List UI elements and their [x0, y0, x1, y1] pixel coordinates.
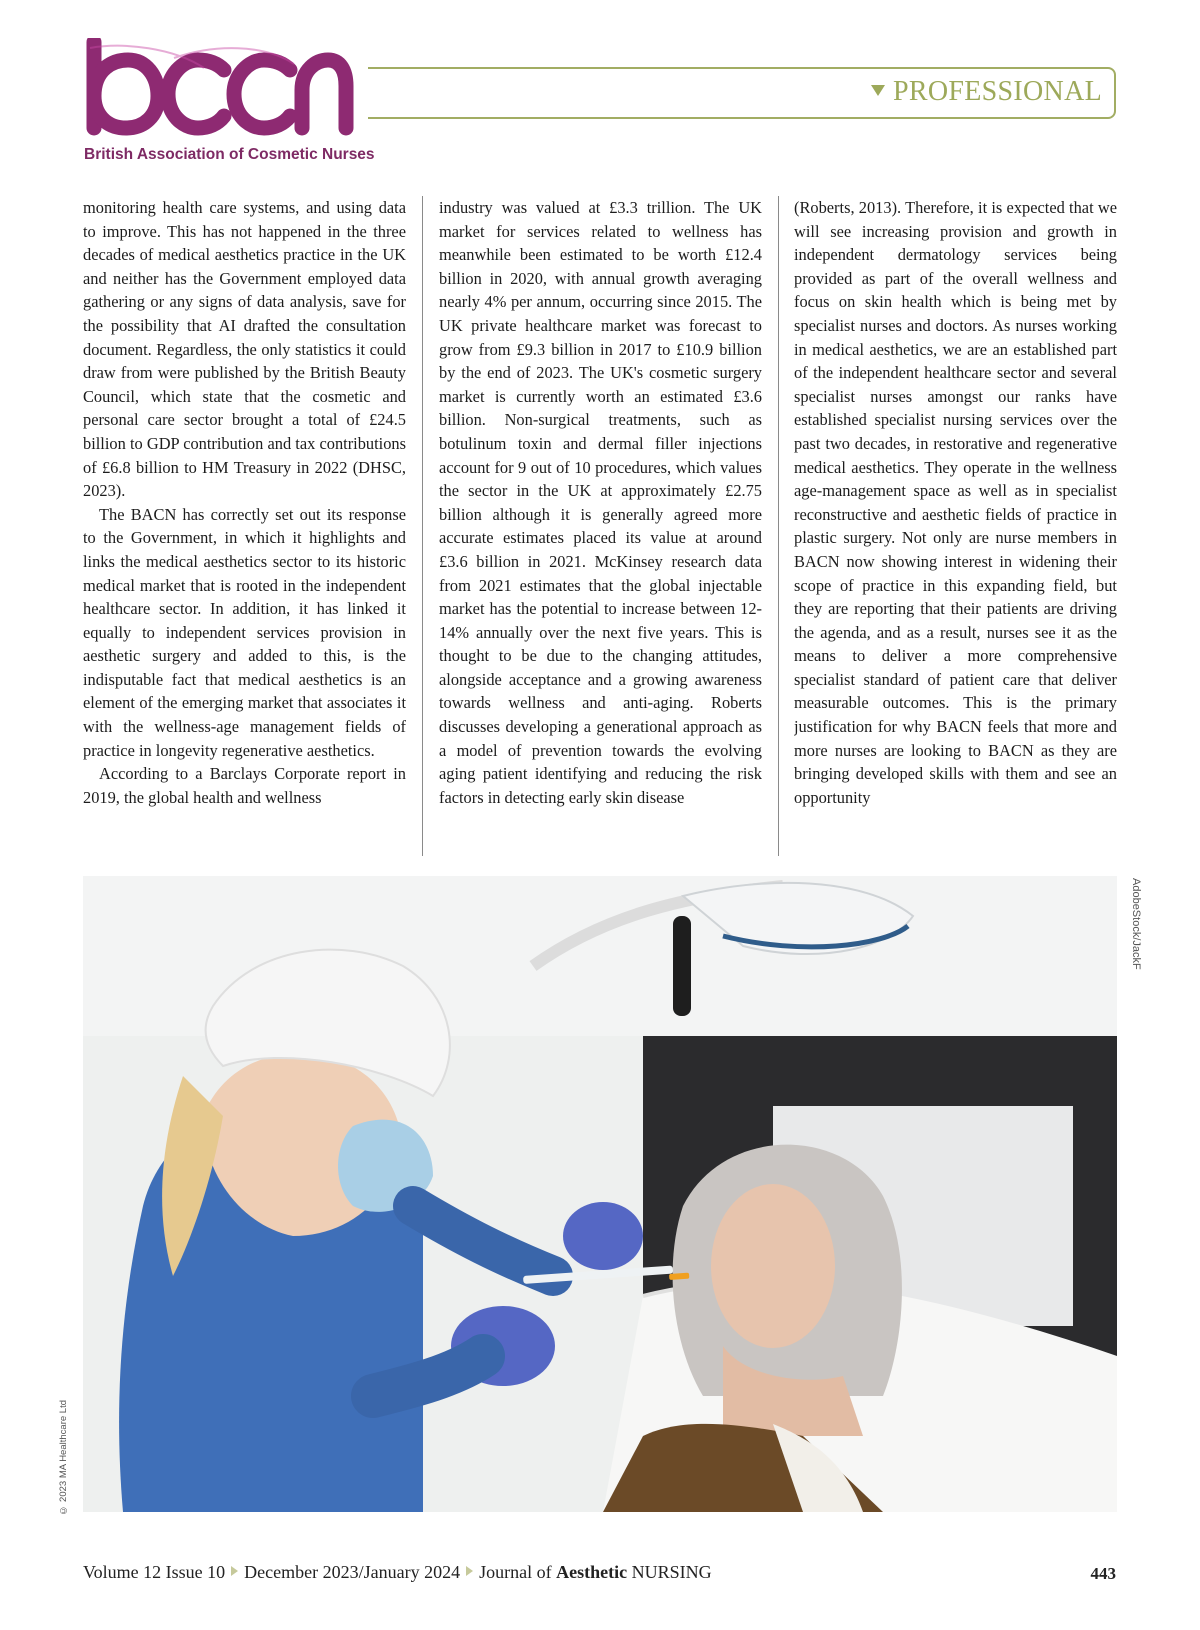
paragraph: monitoring health care systems, and using data to improve. This has not happened in the three decades of medical aesthetics practice in the UK and neither has the Government employed data gathering or any signs of data analysis, save for the possibility that AI drafted the consultation document. Regardless, the only statistics it could draw from were published by the British Beauty Council, which state that the cosmetic and personal care sector brought a total of £24.5 billion to GDP contribution and tax contributions of £6.8 billion to HM Treasury in 2022 (DHSC, 2023).	[83, 198, 406, 501]
paragraph: The BACN has correctly set out its response to the Government, in which it highlights and links the medical aesthetics sector to its historic medical market that is rooted in the independent healthcare sector. In addition, it has linked it equally to independent services provision in aesthetic surgery and added to this, is the indisputable fact that medical aesthetics is an element of the emerging market that associates it with the wellness-age management fields of practice in longevity regenerative aesthetics.	[83, 504, 406, 760]
footer-date: December 2023/January 2024	[244, 1562, 461, 1582]
page-footer	[83, 1562, 712, 1583]
article-body	[83, 196, 1117, 856]
column-divider	[422, 196, 423, 856]
paragraph: industry was valued at £3.3 trillion. The UK market for services related to wellness has meanwhile been estimated to be worth £12.4 billion in 2020, with annual growth averaging nearly 4% per annum, occurring since 2015. The UK private healthcare market was forecast to grow from £9.3 billion in 2017 to £10.9 billion by the end of 2023. The UK's cosmetic surgery market is currently worth an estimated £3.6 billion. Non-surgical treatments, such as botulinum toxin and dermal filler injections account for 9 out of 10 procedures, which values the sector in the UK at approximately £2.75 billion although it is generally agreed more accurate estimates placed its value at around £3.6 billion in 2021. McKinsey research data from 2021 estimates that the global injectable market has the potential to increase between 12-14% annually over the next five years. This is thought to be due to the changing attitudes, alongside acceptance and a growing awareness towards wellness and anti-aging. Roberts discusses developing a generational approach as a model of prevention towards the evolving aging patient identifying and reducing the risk factors in detecting early skin disease	[439, 198, 762, 807]
article-column-1	[83, 196, 406, 856]
triangle-right-icon	[231, 1566, 238, 1576]
photo-credit: AdobeStock/JackF	[1130, 878, 1142, 970]
footer-volume: Volume 12 Issue 10	[83, 1562, 226, 1582]
paragraph: (Roberts, 2013). Therefore, it is expected that we will see increasing provision and growth in independent dermatology services being provided as part of the overall wellness and focus on skin health which is being met by specialist nurses and doctors. As nurses working in medical aesthetics, we are an established part of the independent healthcare sector and several specialist nurses amongst our ranks have established specialist nursing services over the past two decades, in restorative and regenerative medical aesthetics. They operate in the wellness age-management space as well as in specialist reconstructive and aesthetic fields of practice in plastic surgery. Not only are nurse members in BACN now showing interest in widening their scope of practice in this expanding field, but they are reporting that their patients are driving the agenda, and as a result, nurses see it as the means to deliver a more comprehensive specialist standard of patient care that deliver measurable outcomes. This is the primary justification for why BACN feels that more and more nurses are looking to BACN as they are bringing developed skills with them and see an opportunity	[794, 198, 1117, 807]
bacn-logo-mark	[84, 38, 354, 142]
bacn-logo	[84, 38, 375, 166]
triangle-right-icon	[466, 1566, 473, 1576]
page-number: 443	[1090, 1564, 1116, 1583]
paragraph: According to a Barclays Corporate report in 2019, the global health and wellness	[83, 764, 406, 807]
aesthetic-treatment-illustration	[83, 876, 1117, 1512]
section-header-bar	[368, 67, 1116, 119]
journal-suffix: NURSING	[631, 1562, 712, 1582]
article-photo	[83, 876, 1117, 1512]
triangle-down-icon	[871, 85, 885, 96]
article-column-3	[794, 196, 1117, 856]
logo-subtitle: British Association of Cosmetic Nurses	[84, 146, 375, 163]
journal-bold: Aesthetic	[556, 1562, 628, 1582]
section-label-text: PROFESSIONAL	[893, 76, 1102, 107]
copyright-notice: © 2023 MA Healthcare Ltd	[58, 1400, 69, 1516]
article-column-2	[439, 196, 762, 856]
journal-prefix: Journal of	[479, 1562, 552, 1582]
column-divider	[778, 196, 779, 856]
section-label	[871, 76, 1102, 108]
